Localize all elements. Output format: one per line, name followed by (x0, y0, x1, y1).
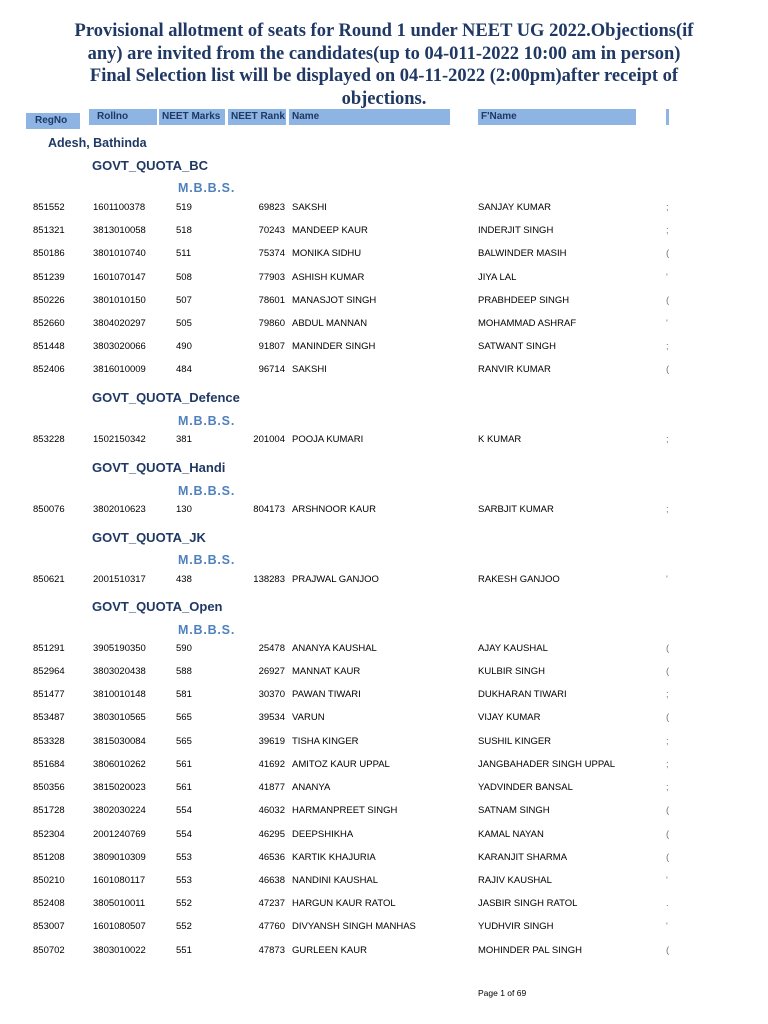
cell-neet-rank: 41692 (258, 759, 285, 770)
cell-truncated: ( (666, 852, 670, 863)
cell-regno: 850356 (33, 782, 65, 793)
cell-neet-rank: 69823 (258, 202, 285, 213)
cell-rollno: 3803020438 (93, 666, 146, 677)
cell-fname: KAMAL NAYAN (478, 829, 544, 840)
cell-neet-marks: 518 (176, 225, 192, 236)
cell-neet-rank: 138283 (253, 574, 285, 585)
cell-fname: SATWANT SINGH (478, 341, 556, 352)
quota-heading: GOVT_QUOTA_Open (92, 599, 223, 614)
cell-rollno: 3806010262 (93, 759, 146, 770)
cell-truncated: ; (666, 689, 669, 700)
table-row (0, 804, 768, 818)
cell-neet-marks: 565 (176, 736, 192, 747)
header-extra (666, 109, 669, 125)
cell-name: HARMANPREET SINGH (292, 805, 398, 816)
cell-truncated: ; (666, 504, 669, 515)
cell-neet-marks: 507 (176, 295, 192, 306)
cell-name: POOJA KUMARI (292, 434, 364, 445)
cell-regno: 852304 (33, 829, 65, 840)
cell-rollno: 3801010740 (93, 248, 146, 259)
cell-regno: 852964 (33, 666, 65, 677)
cell-name: VARUN (292, 712, 325, 723)
header-regno: RegNo (26, 113, 80, 129)
course-heading: M.B.B.S. (178, 181, 236, 195)
cell-truncated: ; (666, 759, 669, 770)
cell-name: MONIKA SIDHU (292, 248, 362, 259)
cell-rollno: 3801010150 (93, 295, 146, 306)
table-row (0, 224, 768, 238)
cell-truncated: ( (666, 643, 670, 654)
table-row (0, 758, 768, 772)
cell-name: TISHA KINGER (292, 736, 359, 747)
cell-fname: INDERJIT SINGH (478, 225, 554, 236)
cell-neet-marks: 130 (176, 504, 192, 515)
cell-truncated: . (666, 898, 669, 909)
cell-regno: 851321 (33, 225, 65, 236)
table-row (0, 851, 768, 865)
cell-neet-rank: 30370 (258, 689, 285, 700)
cell-rollno: 1601070147 (93, 272, 146, 283)
table-row (0, 897, 768, 911)
cell-fname: RAKESH GANJOO (478, 574, 560, 585)
cell-regno: 851208 (33, 852, 65, 863)
cell-regno: 852408 (33, 898, 65, 909)
cell-fname: PRABHDEEP SINGH (478, 295, 570, 306)
quota-heading: GOVT_QUOTA_JK (92, 530, 206, 545)
table-row (0, 711, 768, 725)
cell-truncated: ; (666, 225, 669, 236)
cell-name: ANANYA (292, 782, 331, 793)
cell-regno: 850226 (33, 295, 65, 306)
cell-neet-rank: 39534 (258, 712, 285, 723)
cell-fname: RAJIV KAUSHAL (478, 875, 552, 886)
cell-name: HARGUN KAUR RATOL (292, 898, 396, 909)
table-row (0, 828, 768, 842)
cell-regno: 852660 (33, 318, 65, 329)
cell-truncated: ( (666, 712, 670, 723)
cell-regno: 850621 (33, 574, 65, 585)
table-row (0, 735, 768, 749)
cell-neet-rank: 75374 (258, 248, 285, 259)
cell-neet-rank: 804173 (253, 504, 285, 515)
cell-name: KARTIK KHAJURIA (292, 852, 376, 863)
cell-regno: 850702 (33, 945, 65, 956)
cell-neet-marks: 381 (176, 434, 192, 445)
cell-rollno: 3803020066 (93, 341, 146, 352)
document-title (0, 20, 768, 110)
cell-neet-marks: 565 (176, 712, 192, 723)
cell-neet-rank: 77903 (258, 272, 285, 283)
cell-neet-marks: 490 (176, 341, 192, 352)
cell-neet-rank: 47237 (258, 898, 285, 909)
header-neet-rank: NEET Rank (228, 109, 286, 125)
cell-truncated: ( (666, 666, 670, 677)
table-row (0, 317, 768, 331)
cell-fname: DUKHARAN TIWARI (478, 689, 567, 700)
cell-rollno: 3803010022 (93, 945, 146, 956)
cell-neet-rank: 46536 (258, 852, 285, 863)
cell-name: AMITOZ KAUR UPPAL (292, 759, 390, 770)
cell-regno: 853007 (33, 921, 65, 932)
table-row (0, 944, 768, 958)
cell-name: PRAJWAL GANJOO (292, 574, 379, 585)
cell-neet-marks: 581 (176, 689, 192, 700)
header-rollno: Rollno (89, 109, 157, 125)
cell-truncated: ( (666, 364, 670, 375)
cell-fname: SUSHIL KINGER (478, 736, 552, 747)
cell-neet-marks: 511 (176, 248, 192, 259)
cell-regno: 852406 (33, 364, 65, 375)
cell-neet-marks: 484 (176, 364, 192, 375)
cell-rollno: 3813010058 (93, 225, 146, 236)
cell-truncated: ( (666, 295, 670, 306)
course-heading: M.B.B.S. (178, 553, 236, 567)
title-line: Provisional allotment of seats for Round 1 under NEET UG 2022.Objections(if (74, 21, 694, 41)
cell-truncated: ; (666, 782, 669, 793)
cell-neet-rank: 46032 (258, 805, 285, 816)
cell-neet-marks: 590 (176, 643, 192, 654)
cell-neet-rank: 41877 (258, 782, 285, 793)
table-row (0, 363, 768, 377)
cell-regno: 851291 (33, 643, 65, 654)
cell-regno: 851448 (33, 341, 65, 352)
quota-heading: GOVT_QUOTA_Defence (92, 390, 240, 405)
cell-truncated: ' (666, 574, 668, 585)
cell-name: PAWAN TIWARI (292, 689, 361, 700)
cell-neet-rank: 47760 (258, 921, 285, 932)
cell-rollno: 3815020023 (93, 782, 146, 793)
cell-fname: JIYA LAL (478, 272, 517, 283)
cell-neet-marks: 551 (176, 945, 192, 956)
cell-neet-rank: 91807 (258, 341, 285, 352)
cell-neet-marks: 519 (176, 202, 192, 213)
course-heading: M.B.B.S. (178, 414, 236, 428)
table-row (0, 874, 768, 888)
cell-truncated: ; (666, 434, 669, 445)
cell-name: ANANYA KAUSHAL (292, 643, 377, 654)
cell-name: SAKSHI (292, 364, 327, 375)
cell-name: DEEPSHIKHA (292, 829, 354, 840)
cell-regno: 851684 (33, 759, 65, 770)
table-row (0, 642, 768, 656)
cell-neet-marks: 554 (176, 805, 192, 816)
table-row (0, 665, 768, 679)
cell-truncated: ' (666, 875, 668, 886)
cell-neet-marks: 561 (176, 782, 192, 793)
cell-neet-rank: 79860 (258, 318, 285, 329)
cell-fname: VIJAY KUMAR (478, 712, 541, 723)
cell-rollno: 1601100378 (93, 202, 146, 213)
cell-regno: 850210 (33, 875, 65, 886)
cell-regno: 853487 (33, 712, 65, 723)
cell-rollno: 3802030224 (93, 805, 146, 816)
cell-rollno: 1601080117 (93, 875, 146, 886)
cell-neet-marks: 588 (176, 666, 192, 677)
cell-name: NANDINI KAUSHAL (292, 875, 379, 886)
cell-truncated: ( (666, 829, 670, 840)
cell-rollno: 3804020297 (93, 318, 146, 329)
header-fname: F'Name (478, 109, 636, 125)
cell-regno: 851239 (33, 272, 65, 283)
cell-neet-marks: 552 (176, 898, 192, 909)
cell-neet-rank: 25478 (258, 643, 285, 654)
cell-rollno: 3816010009 (93, 364, 146, 375)
course-heading: M.B.B.S. (178, 484, 236, 498)
cell-rollno: 3810010148 (93, 689, 146, 700)
cell-rollno: 1601080507 (93, 921, 146, 932)
cell-fname: SANJAY KUMAR (478, 202, 552, 213)
cell-neet-rank: 46638 (258, 875, 285, 886)
cell-truncated: ' (666, 318, 668, 329)
cell-fname: KARANJIT SHARMA (478, 852, 568, 863)
table-row (0, 201, 768, 215)
cell-neet-marks: 505 (176, 318, 192, 329)
cell-neet-rank: 47873 (258, 945, 285, 956)
cell-name: ASHISH KUMAR (292, 272, 365, 283)
table-row (0, 573, 768, 587)
cell-truncated: ; (666, 736, 669, 747)
cell-truncated: ' (666, 921, 668, 932)
cell-rollno: 3809010309 (93, 852, 146, 863)
cell-neet-rank: 70243 (258, 225, 285, 236)
table-row (0, 781, 768, 795)
table-row (0, 247, 768, 261)
cell-neet-rank: 96714 (258, 364, 285, 375)
cell-rollno: 3802010623 (93, 504, 146, 515)
cell-regno: 853328 (33, 736, 65, 747)
cell-regno: 851552 (33, 202, 65, 213)
cell-name: MANDEEP KAUR (292, 225, 368, 236)
cell-rollno: 2001510317 (93, 574, 146, 585)
cell-neet-marks: 508 (176, 272, 192, 283)
cell-neet-marks: 552 (176, 921, 192, 932)
cell-truncated: ( (666, 805, 670, 816)
table-row (0, 920, 768, 934)
header-neet-marks: NEET Marks (159, 109, 225, 125)
table-row (0, 433, 768, 447)
cell-name: DIVYANSH SINGH MANHAS (292, 921, 416, 932)
cell-neet-marks: 554 (176, 829, 192, 840)
cell-truncated: ( (666, 945, 670, 956)
cell-regno: 851728 (33, 805, 65, 816)
cell-regno: 850076 (33, 504, 65, 515)
cell-fname: MOHAMMAD ASHRAF (478, 318, 577, 329)
cell-rollno: 3805010011 (93, 898, 146, 909)
cell-regno: 851477 (33, 689, 65, 700)
cell-regno: 850186 (33, 248, 65, 259)
cell-fname: SARBJIT KUMAR (478, 504, 554, 515)
table-row (0, 271, 768, 285)
header-name: Name (289, 109, 450, 125)
cell-neet-rank: 201004 (253, 434, 285, 445)
cell-neet-rank: 78601 (258, 295, 285, 306)
cell-fname: RANVIR KUMAR (478, 364, 551, 375)
cell-neet-marks: 438 (176, 574, 192, 585)
title-line: any) are invited from the candidates(up to 04-011-2022 10:00 am in person) (87, 43, 681, 64)
cell-neet-rank: 46295 (258, 829, 285, 840)
cell-neet-rank: 39619 (258, 736, 285, 747)
cell-name: MANNAT KAUR (292, 666, 361, 677)
cell-fname: MOHINDER PAL SINGH (478, 945, 582, 956)
cell-neet-marks: 553 (176, 875, 192, 886)
page-number: Page 1 of 69 (478, 988, 527, 998)
table-row (0, 294, 768, 308)
course-heading: M.B.B.S. (178, 623, 236, 637)
quota-heading: GOVT_QUOTA_Handi (92, 460, 226, 475)
cell-fname: K KUMAR (478, 434, 522, 445)
table-row (0, 688, 768, 702)
cell-fname: JASBIR SINGH RATOL (478, 898, 578, 909)
cell-rollno: 2001240769 (93, 829, 146, 840)
table-row (0, 340, 768, 354)
cell-name: GURLEEN KAUR (292, 945, 367, 956)
cell-name: SAKSHI (292, 202, 327, 213)
cell-regno: 853228 (33, 434, 65, 445)
cell-fname: YADVINDER BANSAL (478, 782, 573, 793)
title-line: objections. (341, 88, 427, 109)
cell-name: ARSHNOOR KAUR (292, 504, 376, 515)
cell-fname: BALWINDER MASIH (478, 248, 567, 259)
cell-truncated: ; (666, 202, 669, 213)
quota-heading: GOVT_QUOTA_BC (92, 158, 209, 173)
cell-fname: AJAY KAUSHAL (478, 643, 548, 654)
cell-rollno: 3905190350 (93, 643, 146, 654)
cell-neet-rank: 26927 (258, 666, 285, 677)
cell-truncated: ; (666, 341, 669, 352)
title-line: Final Selection list will be displayed on 04-11-2022 (2:00pm)after receipt of (89, 66, 679, 86)
cell-fname: YUDHVIR SINGH (478, 921, 554, 932)
cell-name: MANINDER SINGH (292, 341, 376, 352)
cell-rollno: 3815030084 (93, 736, 146, 747)
cell-name: MANASJOT SINGH (292, 295, 377, 306)
cell-truncated: ( (666, 248, 670, 259)
cell-neet-marks: 553 (176, 852, 192, 863)
cell-name: ABDUL MANNAN (292, 318, 368, 329)
cell-truncated: ' (666, 272, 668, 283)
table-row (0, 503, 768, 517)
cell-fname: KULBIR SINGH (478, 666, 546, 677)
cell-fname: SATNAM SINGH (478, 805, 550, 816)
cell-rollno: 3803010565 (93, 712, 146, 723)
cell-fname: JANGBAHADER SINGH UPPAL (478, 759, 616, 770)
cell-rollno: 1502150342 (93, 434, 146, 445)
cell-neet-marks: 561 (176, 759, 192, 770)
institution-name: Adesh, Bathinda (48, 136, 147, 150)
